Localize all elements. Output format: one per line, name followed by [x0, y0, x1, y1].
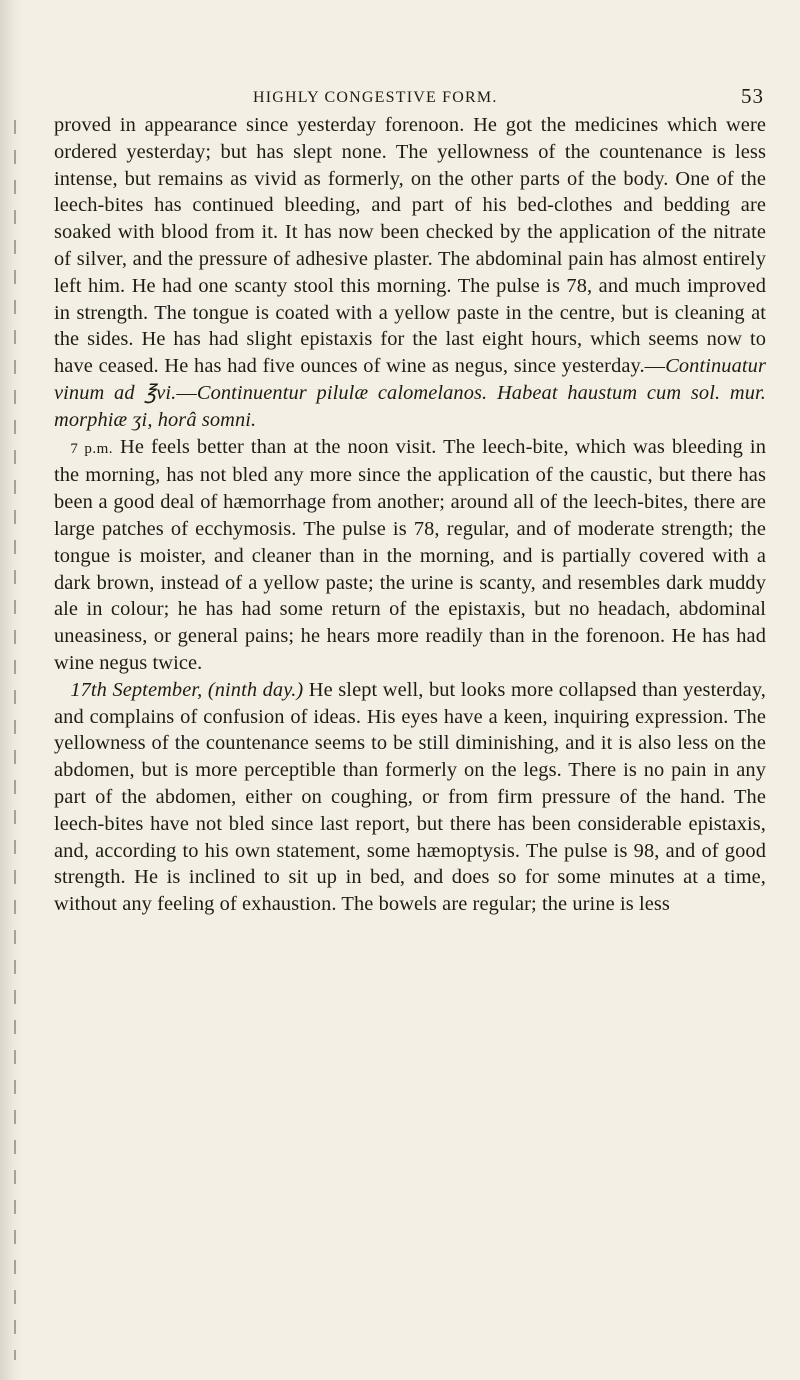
paragraph-body: He slept well, but looks more collapsed than yesterday, and complains of confusion of ideas. His eyes have a keen, inquiring expression. The yellowness of the countenance seems to be still diminishing, and it is also less on the abdomen, but is more perceptible than formerly on the legs. There is no pain in any part of the abdomen, either on coughing, or from firm pressure of the hand. The leech-bites have not bled since last report, but there has been considerable epistaxis, and, according to his own statement, some hæmoptysis. The pulse is 98, and of good strength. He is inclined to sit up in bed, and does so for some minutes at a time, without any feeling of exhaustion. The bowels are regular; the urine is less [54, 678, 766, 916]
running-title: HIGHLY CONGESTIVE FORM. [253, 89, 498, 106]
prescription-separator: — [176, 381, 197, 404]
prescription-wine: Continuatur vinum ad ℥vi. [54, 355, 766, 404]
book-page [54, 72, 766, 918]
page-body [54, 112, 766, 918]
prescription-space [487, 382, 497, 404]
paragraph-body: proved in appearance since yesterday forenoon. He got the medicines which were ordered yesterday; but has slept none. The yellowness of the countenance is less intense, but remains as vivid as formerly, on the other parts of the body. One of the leech-bites has continued bleeding, and part of his bed-clothes and bedding are soaked with blood from it. It has now been checked by the application of the nitrate of silver, and the pressure of adhesive plaster. The abdominal pain has almost entirely left him. He had one scanty stool this morning. The pulse is 78, and much improved in strength. The tongue is coated with a yellow paste in the centre, but is cleaning at the sides. He has had slight epistaxis for the last eight hours, which seems now to have ceased. He has had five ounces of wine as negus, since yesterday.— [54, 114, 766, 378]
evening-time: 7 p.m. [70, 440, 114, 457]
binding-edge [14, 120, 16, 1360]
prescription-draught: Habeat haustum cum sol. mur. morphiæ ʒi, horâ somni. [54, 381, 766, 431]
page-number: 53 [741, 84, 764, 108]
paragraph-morning-report [54, 112, 766, 434]
prescription-pills: Continuentur pilulæ calomelanos. [196, 381, 488, 404]
paragraph-ninth-day-report [54, 677, 766, 918]
paragraph-body: He feels better than at the noon visit. The leech-bite, which was bleeding in the morning, has not bled any more since the application of the caustic, but there has been a good deal of hæmorrhage from another; around all of the leech-bites, there are large patches of ecchymosis. The pulse is 78, regular, and of moderate strength; the tongue is moister, and cleaner than in the morning, and is partially covered with a dark brown, instead of a yellow paste; the urine is scanty, and resembles dark muddy ale in colour; he has had some return of the epistaxis, but no headach, abdominal uneasiness, or general pains; he hears more readily than in the forenoon. He has had wine negus twice. [54, 435, 766, 674]
report-day: (ninth day.) [207, 678, 304, 701]
running-head [42, 72, 766, 112]
book-gutter-shadow [0, 0, 22, 1380]
report-date: 17th September, [70, 678, 203, 701]
paragraph-evening-report [54, 434, 766, 677]
